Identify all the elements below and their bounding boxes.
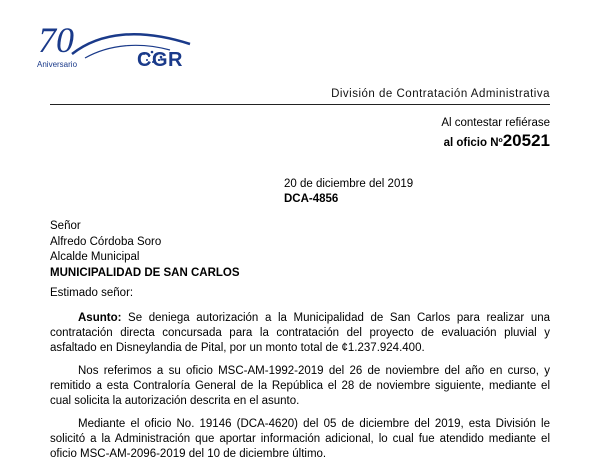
office-label: al oficio Nº	[443, 137, 503, 149]
header-divider	[50, 104, 550, 105]
body-paragraph-2: Nos referimos a su oficio MSC-AM-1992-2019 del 26 de noviembre del año en curso, y remitido a esta Contraloría General de la República el 28 de noviembre siguiente, mediante el cual solicita la autorización descrita en el asunto.	[50, 365, 550, 407]
recipient-block	[50, 219, 240, 281]
reply-instruction: Al contestar refiérase	[441, 117, 550, 129]
office-number: 20521	[502, 131, 550, 150]
body-paragraph-3: Mediante el oficio No. 19146 (DCA-4620) del 05 de diciembre del 2019, esta División le solicitó a la Administración que aportar información adicional, lo cual fue atendido mediante el oficio MSC-AM-2096-2019 del 10 de diciembre último.	[50, 418, 550, 460]
document-code: DCA-4856	[284, 193, 339, 205]
subject-text: Se deniega autorización a la Municipalidad de San Carlos para realizar una contratación directa concursada para la contratación del proyecto de evaluación pluvial y asfaltado en Disneylandia de Pital, por un monto total de ¢1.237.924.400.	[50, 312, 550, 354]
subject-paragraph	[50, 311, 550, 356]
division-name: División de Contratación Administrativa	[331, 88, 550, 100]
subject-label: Asunto:	[78, 312, 122, 324]
recipient-title: Alcalde Municipal	[50, 251, 140, 263]
letter-date: 20 de diciembre del 2019	[284, 178, 414, 190]
org-abbreviation: CGR	[137, 49, 183, 71]
recipient-name: Alfredo Córdoba Soro	[50, 235, 162, 248]
anniversary-label: Aniversario	[37, 60, 78, 69]
anniversary-number: 70	[38, 20, 74, 60]
office-reference	[444, 131, 550, 151]
recipient-institution: MUNICIPALIDAD DE SAN CARLOS	[50, 266, 240, 279]
recipient-salutation: Señor	[50, 220, 81, 232]
greeting: Estimado señor:	[50, 287, 134, 299]
